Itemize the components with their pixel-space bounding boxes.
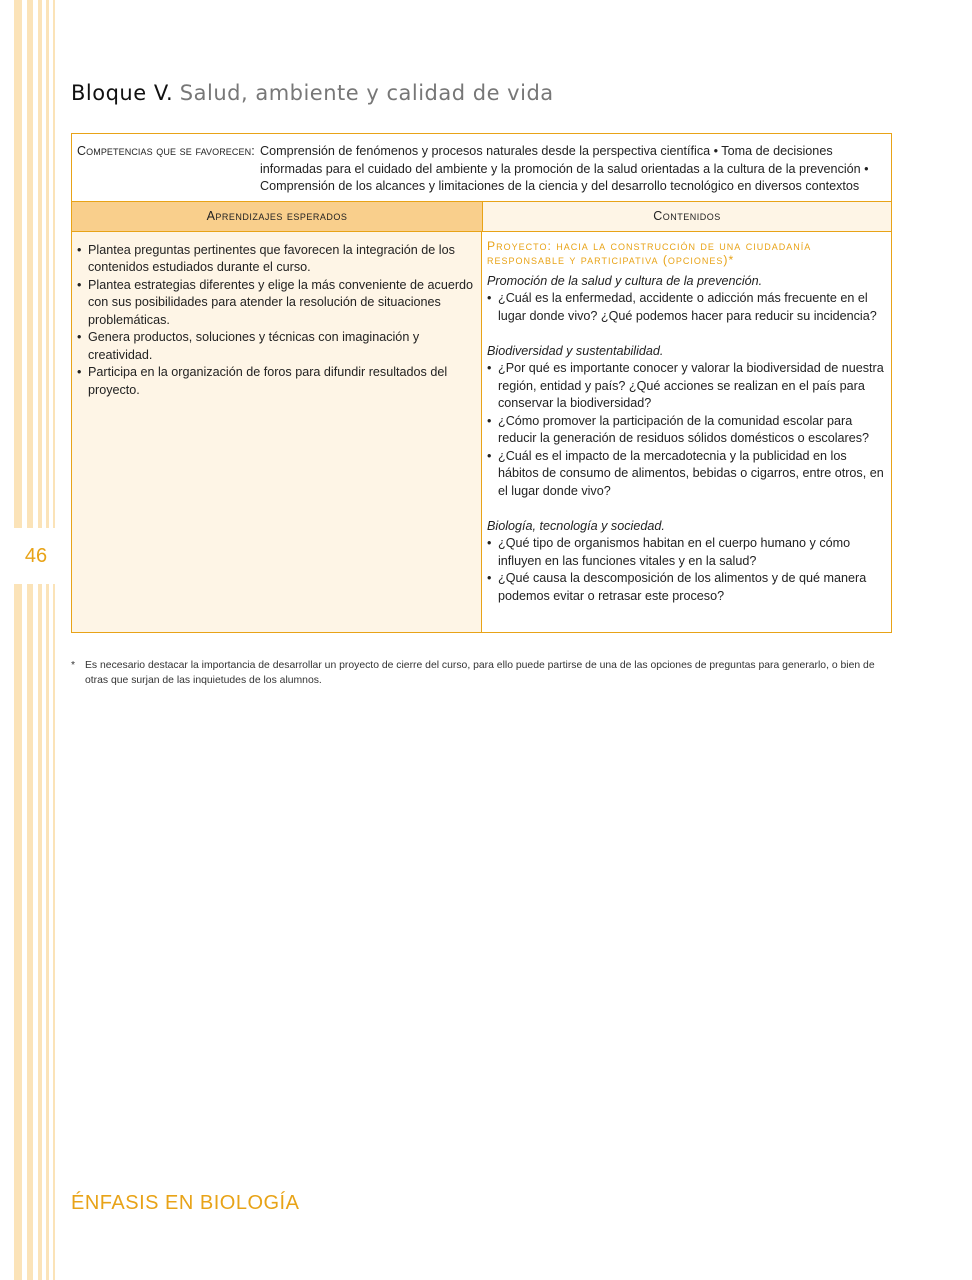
section-title: Biodiversidad y sustentabilidad. bbox=[487, 343, 664, 358]
list-item: • ¿Qué tipo de organismos habitan en el cuerpo humano y cómo influyen en las funciones vitales y en la salud? bbox=[487, 535, 887, 570]
aprendizajes-list bbox=[77, 242, 475, 400]
content-table bbox=[71, 133, 892, 633]
table-body-row bbox=[72, 232, 891, 632]
aprendizajes-column bbox=[72, 232, 482, 632]
competencias-label: Competencias que se favorecen: bbox=[77, 144, 255, 158]
footer-title: ÉNFASIS EN BIOLOGÍA bbox=[71, 1192, 300, 1214]
competencias-text: Comprensión de fenómenos y procesos naturales desde la perspectiva científica • Toma de decisiones informadas para el cuidado del ambiente y la promoción de la salud orientadas a la cultura de la prevención • Comprensión de los alcances y limitaciones de la ciencia y del desarrollo tecnológico en diversos contextos bbox=[260, 144, 869, 194]
section-list bbox=[487, 360, 887, 500]
list-item: • Plantea preguntas pertinentes que favorecen la integración de los contenidos estudiados durante el curso. bbox=[77, 242, 475, 277]
list-item: • Participa en la organización de foros para difundir resultados del proyecto. bbox=[77, 364, 475, 399]
margin-stripe bbox=[53, 0, 55, 1280]
footnote-mark: * bbox=[71, 660, 76, 671]
section-title: Promoción de la salud y cultura de la prevención. bbox=[487, 273, 763, 288]
page-number-box bbox=[14, 528, 58, 584]
page-number: 46 bbox=[24, 544, 48, 567]
list-item: • Genera productos, soluciones y técnicas con imaginación y creatividad. bbox=[77, 329, 475, 364]
margin-stripe bbox=[14, 0, 22, 1280]
list-item: • ¿Cuál es el impacto de la mercadotecnia y la publicidad en los hábitos de consumo de alimentos, bebidas o cigarros, entre otros, en el lugar donde vivo? bbox=[487, 448, 887, 501]
footnote bbox=[71, 659, 896, 688]
section-list bbox=[487, 535, 887, 605]
section-salud bbox=[487, 273, 887, 326]
list-item: • Plantea estrategias diferentes y elige la más conveniente de acuerdo con sus posibilidades para atender la resolución de situaciones problemáticas. bbox=[77, 277, 475, 330]
list-item: • ¿Cuál es la enfermedad, accidente o adicción más frecuente en el lugar donde vivo? ¿Qué podemos hacer para reducir su incidencia? bbox=[487, 290, 887, 325]
footnote-text: Es necesario destacar la importancia de desarrollar un proyecto de cierre del curso, para ello puede partirse de una de las opciones de preguntas para generarlo, o bien de otras que surjan de las inquietudes de los alumnos. bbox=[85, 660, 875, 686]
margin-stripe bbox=[27, 0, 33, 1280]
list-item: • ¿Cómo promover la participación de la comunidad escolar para reducir la generación de residuos sólidos domésticos o escolares? bbox=[487, 413, 887, 448]
list-item: • ¿Por qué es importante conocer y valorar la biodiversidad de nuestra región, entidad y país? ¿Qué acciones se realizan en el país para conservar la biodiversidad? bbox=[487, 360, 887, 413]
header-contenidos: Contenidos bbox=[483, 202, 891, 231]
list-item: • ¿Qué causa la descomposición de los alimentos y de qué manera podemos evitar o retrasar este proceso? bbox=[487, 570, 887, 605]
margin-stripe bbox=[38, 0, 42, 1280]
margin-stripe bbox=[46, 0, 49, 1280]
page-title bbox=[71, 80, 554, 106]
bloque-label: Bloque V. bbox=[71, 81, 174, 105]
section-list bbox=[487, 290, 887, 325]
section-biologia bbox=[487, 518, 887, 606]
section-title: Biología, tecnología y sociedad. bbox=[487, 518, 665, 533]
header-aprendizajes: Aprendizajes esperados bbox=[72, 202, 483, 231]
section-biodiversidad bbox=[487, 343, 887, 501]
contenidos-column bbox=[482, 232, 891, 632]
project-title: Proyecto: hacia la construcción de una ciudadanía responsable y participativa (opciones)* bbox=[487, 238, 812, 267]
bloque-title: Salud, ambiente y calidad de vida bbox=[179, 81, 554, 105]
competencias-row bbox=[72, 134, 891, 202]
table-header-row bbox=[72, 202, 891, 232]
